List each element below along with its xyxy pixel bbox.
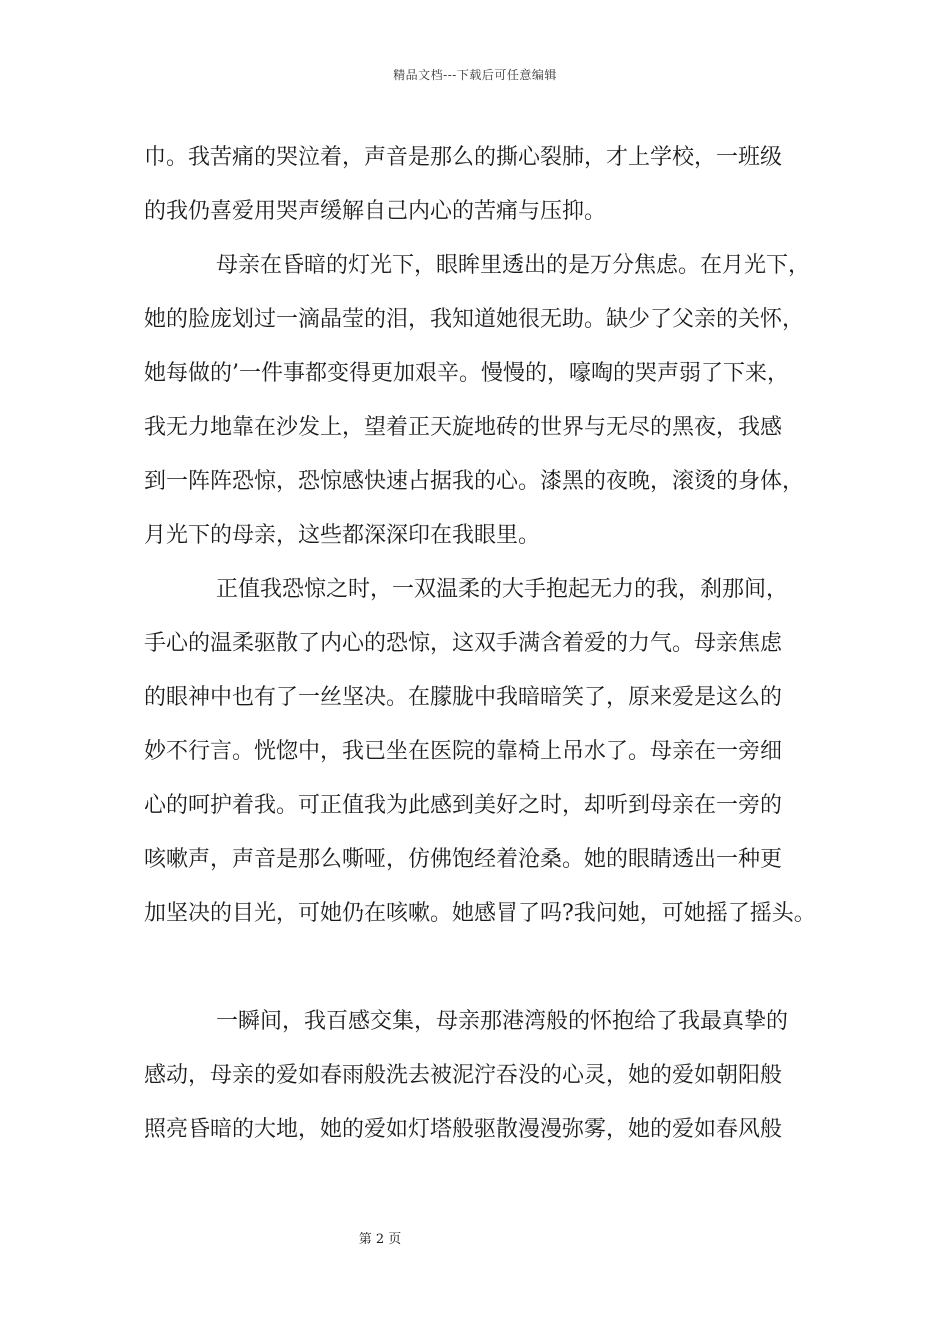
- text-line: 感动，母亲的爱如春雨般洗去被泥泞吞没的心灵，她的爱如朝阳般: [144, 1063, 783, 1088]
- paragraph: [144, 563, 824, 941]
- text-line: 加坚决的目光，可她仍在咳嗽。她感冒了吗?我问她，可她摇了摇头。: [144, 901, 816, 926]
- text-line: 母亲在昏暗的灯光下，眼眸里透出的是万分焦虑。在月光下，: [216, 253, 811, 278]
- paragraph: [144, 995, 824, 1157]
- text-line: 到一阵阵恐惊，恐惊感快速占据我的心。漆黑的夜晚，滚烫的身体，: [144, 469, 805, 494]
- text-line: 照亮昏暗的大地，她的爱如灯塔般驱散漫漫弥雾，她的爱如春风般: [144, 1117, 783, 1142]
- text-line: 心的呵护着我。可正值我为此感到美好之时，却听到母亲在一旁的: [144, 793, 783, 818]
- text-line: 的我仍喜爱用哭声缓解自己内心的苦痛与压抑。: [144, 199, 607, 224]
- page-number: 第 2 页: [358, 1232, 402, 1247]
- text-line: 妙不行言。恍惚中，我已坐在医院的靠椅上吊水了。母亲在一旁细: [144, 739, 783, 764]
- paragraph: [144, 131, 824, 239]
- text-line: 月光下的母亲，这些都深深印在我眼里。: [144, 523, 541, 548]
- text-line: 正值我恐惊之时，一双温柔的大手抱起无力的我，刹那间，: [216, 577, 789, 602]
- text-line: 她的脸庞划过一滴晶莹的泪，我知道她很无助。缺少了父亲的关怀，: [144, 307, 805, 332]
- text-line: 我无力地靠在沙发上，望着正天旋地砖的世界与无尽的黑夜，我感: [144, 415, 783, 440]
- text-line: 一瞬间，我百感交集，母亲那港湾般的怀抱给了我最真挚的: [216, 1009, 789, 1034]
- text-line: 的眼神中也有了一丝坚决。在朦胧中我暗暗笑了，原来爱是这么的: [144, 685, 783, 710]
- paragraph: [144, 239, 824, 563]
- text-line: 巾。我苦痛的哭泣着，声音是那么的撕心裂肺，才上学校，一班级: [144, 145, 783, 170]
- page-header: 精品文档---下载后可任意编辑: [393, 68, 557, 82]
- document-body: [144, 131, 824, 1157]
- text-line: 手心的温柔驱散了内心的恐惊，这双手满含着爱的力气。母亲焦虑: [144, 631, 783, 656]
- text-line: 咳嗽声，声音是那么嘶哑，仿佛饱经着沧桑。她的眼睛透出一种更: [144, 847, 783, 872]
- paragraph-spacer: [144, 941, 824, 995]
- text-line: 她每做的’一件事都变得更加艰辛。慢慢的，嚎啕的哭声弱了下来，: [144, 361, 789, 386]
